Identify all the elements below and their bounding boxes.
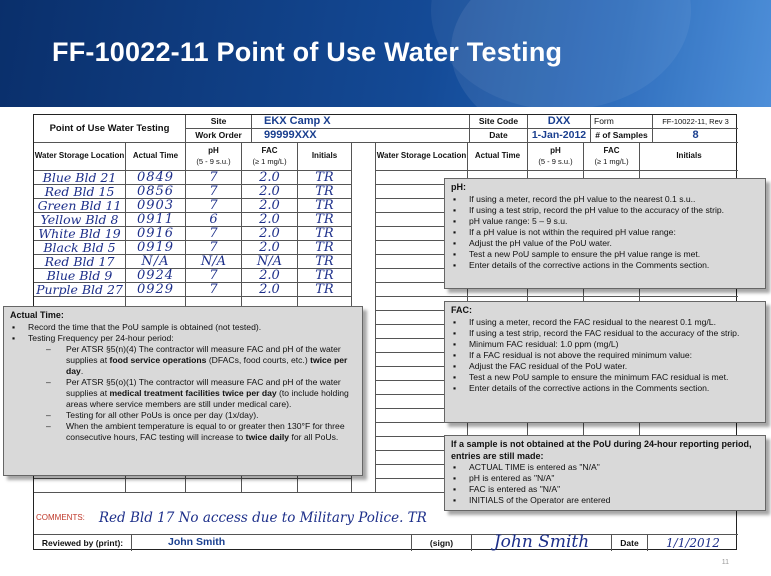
table-cell-time[interactable] <box>126 171 186 185</box>
table-cell-location[interactable] <box>34 269 126 283</box>
table-cell-fac[interactable] <box>242 185 298 199</box>
frequency-rule-temperature: – When the ambient temperature is equal to or greater then 130°F for three consecutive hours, FAC testing will increase to twice daily for all PoUs. <box>10 421 356 443</box>
table-cell-initials[interactable] <box>298 185 352 199</box>
table-cell-value: Blue Bld 9 <box>46 267 113 283</box>
column-header-label: Water Storage Location <box>34 151 125 161</box>
column-header-ph <box>186 143 242 171</box>
table-cell-initials[interactable] <box>298 227 352 241</box>
date-value[interactable]: 1-Jan-2012 <box>528 129 591 143</box>
table-cell-value: TR <box>315 253 334 269</box>
fac-callout <box>444 301 766 423</box>
frequency-rule-medical: – Per ATSR §5(o)(1) The contractor will measure FAC and pH of the water supplies at medical treatment facilities twice per day (to include holding areas where service members are still under medical care). <box>10 377 356 410</box>
column-header-label: Actual Time <box>474 151 521 161</box>
table-cell-fac[interactable] <box>242 199 298 213</box>
samples-value[interactable]: 8 <box>653 129 738 143</box>
table-cell-value: TR <box>315 281 334 297</box>
column-header-label: FAC <box>603 146 620 156</box>
table-cell-location[interactable] <box>34 185 126 199</box>
column-header-time <box>126 143 186 171</box>
table-cell-time[interactable] <box>126 199 186 213</box>
table-cell-value: 2.0 <box>259 281 280 297</box>
table-cell-location[interactable] <box>34 171 126 185</box>
ph-callout-item: ▪ Enter details of the corrective actions in the Comments section. <box>451 260 759 271</box>
column-header-label: pH <box>208 146 219 156</box>
site-label: Site <box>186 115 252 129</box>
table-cell-location[interactable] <box>34 255 126 269</box>
table-cell-fac[interactable] <box>242 479 298 493</box>
column-header-range: (5 - 9 s.u.) <box>196 156 231 166</box>
work-order-value[interactable]: 99999XXX <box>252 129 470 143</box>
table-cell-value: Purple Bld 27 <box>36 281 123 297</box>
column-header-label: Initials <box>311 151 338 161</box>
table-cell-ph[interactable] <box>186 269 242 283</box>
not-obtained-callout-item: ▪ FAC is entered as "N/A" <box>451 484 759 495</box>
column-header-ph <box>528 143 584 171</box>
table-cell-time[interactable] <box>126 185 186 199</box>
table-cell-ph[interactable] <box>186 255 242 269</box>
table-cell-value: 0856 <box>136 183 175 199</box>
actual-time-callout-item: ▪ Testing Frequency per 24-hour period: <box>10 333 356 344</box>
form-title: Point of Use Water Testing <box>34 115 186 143</box>
table-cell-value: 0911 <box>136 211 175 227</box>
table-cell-time[interactable] <box>126 283 186 297</box>
table-cell-value: Red Bld 17 <box>44 253 115 269</box>
slide-title: FF-10022-11 Point of Use Water Testing <box>52 37 563 67</box>
column-header-range: (5 - 9 s.u.) <box>538 156 573 166</box>
table-cell-value: 7 <box>209 169 218 185</box>
site-code-label: Site Code <box>470 115 528 129</box>
ph-callout <box>444 178 766 289</box>
not-obtained-callout-item: ▪ ACTUAL TIME is entered as "N/A" <box>451 462 759 473</box>
table-cell-time[interactable] <box>126 227 186 241</box>
table-cell-value: 0916 <box>136 225 175 241</box>
reviewed-by-label: Reviewed by (print): <box>34 535 132 551</box>
fac-callout-item: ▪ Minimum FAC residual: 1.0 ppm (mg/L) <box>451 339 759 350</box>
actual-time-callout <box>3 306 363 476</box>
table-cell-value: Red Bld 15 <box>44 183 115 199</box>
table-cell-time[interactable] <box>126 269 186 283</box>
table-cell-initials[interactable] <box>298 255 352 269</box>
table-cell-ph[interactable] <box>186 199 242 213</box>
date-label: Date <box>470 129 528 143</box>
table-cell-location[interactable] <box>34 213 126 227</box>
table-cell-value: 7 <box>209 267 218 283</box>
not-obtained-callout-item: ▪ pH is entered as "N/A" <box>451 473 759 484</box>
table-cell-value: 0924 <box>136 267 175 283</box>
table-cell-value: 7 <box>209 183 218 199</box>
ph-callout-title: pH: <box>451 182 466 192</box>
table-cell-value: Green Bld 11 <box>37 197 122 213</box>
table-cell-value: TR <box>315 267 334 283</box>
work-order-label: Work Order <box>186 129 252 143</box>
table-cell-value: 2.0 <box>259 239 280 255</box>
table-cell-initials[interactable] <box>298 171 352 185</box>
not-obtained-callout <box>444 435 766 511</box>
table-cell-value: 7 <box>209 281 218 297</box>
table-cell-value: TR <box>315 225 334 241</box>
table-cell-ph[interactable] <box>186 171 242 185</box>
column-header-label: FAC <box>261 146 278 156</box>
table-cell-value: 0919 <box>136 239 175 255</box>
table-cell-value: 2.0 <box>259 169 280 185</box>
column-header-fac <box>584 143 640 171</box>
table-cell-ph[interactable] <box>186 185 242 199</box>
fac-callout-item: ▪ Enter details of the corrective actions in the Comments section. <box>451 383 759 394</box>
form-label: Form <box>591 115 653 129</box>
table-cell-value: N/A <box>256 253 283 269</box>
column-header-fac <box>242 143 298 171</box>
table-cell-initials[interactable] <box>298 241 352 255</box>
table-cell-initials[interactable] <box>298 213 352 227</box>
actual-time-callout-title: Actual Time: <box>10 310 64 320</box>
fac-callout-item: ▪ If using a test strip, record the FAC residual to the accuracy of the strip. <box>451 328 759 339</box>
frequency-rule-food-service: – Per ATSR §5(n)(4) The contractor will measure FAC and pH of the water supplies at food service operations (DFACs, food courts, etc.) twice per day. <box>10 344 356 377</box>
column-header-label: Actual Time <box>132 151 179 161</box>
table-cell-value: 2.0 <box>259 225 280 241</box>
table-cell-fac[interactable] <box>242 241 298 255</box>
frequency-rule-other: – Testing for all other PoUs is once per day (1x/day). <box>10 410 356 421</box>
table-cell-value: Yellow Bld 8 <box>40 211 119 227</box>
table-cell-value: 0849 <box>136 169 175 185</box>
site-value[interactable]: EKX Camp X <box>252 115 470 129</box>
table-cell-value: N/A <box>200 253 227 269</box>
comments-value[interactable]: Red Bld 17 No access due to Military Police. TR <box>98 510 427 527</box>
ph-callout-item: ▪ pH value range: 5 – 9 s.u. <box>451 216 759 227</box>
table-cell-location[interactable] <box>34 479 126 493</box>
table-cell-value: 6 <box>209 211 218 227</box>
table-cell-value: Blue Bld 21 <box>42 169 117 185</box>
table-cell-value: TR <box>315 169 334 185</box>
footer-date-label: Date <box>612 535 648 551</box>
table-cell-fac[interactable] <box>242 255 298 269</box>
table-cell-initials[interactable] <box>298 479 352 493</box>
table-cell-value: N/A <box>141 253 170 269</box>
column-header-range: (≥ 1 mg/L) <box>594 156 629 166</box>
samples-label: # of Samples <box>591 129 653 143</box>
column-header-label: Initials <box>676 151 702 161</box>
table-cell-time[interactable] <box>126 255 186 269</box>
signature: John Smith <box>472 535 612 551</box>
table-cell-time[interactable] <box>126 213 186 227</box>
column-header-range: (≥ 1 mg/L) <box>252 156 287 166</box>
table-cell-initials[interactable] <box>298 199 352 213</box>
table-cell-location[interactable] <box>34 199 126 213</box>
comments-label: COMMENTS: <box>36 513 85 523</box>
slide-header <box>0 0 771 107</box>
table-cell-value: White Bld 19 <box>38 225 121 241</box>
fac-callout-title: FAC: <box>451 305 472 315</box>
column-header-label: pH <box>550 146 561 156</box>
table-cell-value: 2.0 <box>259 197 280 213</box>
ph-callout-item: ▪ If using a test strip, record the pH value to the accuracy of the strip. <box>451 205 759 216</box>
fac-callout-item: ▪ Test a new PoU sample to ensure the minimum FAC residual is met. <box>451 372 759 383</box>
table-cell-initials[interactable] <box>298 269 352 283</box>
table-cell-ph[interactable] <box>186 479 242 493</box>
table-cell-value: TR <box>315 211 334 227</box>
not-obtained-callout-title: If a sample is not obtained at the PoU during 24-hour reporting period, entries are still made: <box>451 439 752 461</box>
table-cell-fac[interactable] <box>242 227 298 241</box>
column-header-initials <box>640 143 738 171</box>
site-code-value[interactable]: DXX <box>528 115 591 129</box>
ph-callout-item: ▪ If using a meter, record the pH value to the nearest 0.1 s.u.. <box>451 194 759 205</box>
table-cell-fac[interactable] <box>242 213 298 227</box>
column-header-location <box>376 143 468 171</box>
table-cell-value: TR <box>315 197 334 213</box>
table-cell-location[interactable] <box>34 283 126 297</box>
column-header-location <box>34 143 126 171</box>
table-cell-ph[interactable] <box>186 241 242 255</box>
table-cell-ph[interactable] <box>186 283 242 297</box>
table-cell-value: Black Bld 5 <box>43 239 116 255</box>
table-cell-ph[interactable] <box>186 227 242 241</box>
reviewed-by-value[interactable]: John Smith <box>132 535 412 551</box>
column-header-label: Water Storage Location <box>376 151 467 161</box>
fac-callout-item: ▪ Adjust the FAC residual of the PoU water. <box>451 361 759 372</box>
table-cell-value: 2.0 <box>259 267 280 283</box>
column-header-initials <box>298 143 352 171</box>
table-cell-fac[interactable] <box>242 171 298 185</box>
page-number: 11 <box>721 559 729 566</box>
sign-label: (sign) <box>412 535 472 551</box>
table-cell-time[interactable] <box>126 241 186 255</box>
table-cell-value: 7 <box>209 225 218 241</box>
fac-callout-item: ▪ If a FAC residual is not above the required minimum value: <box>451 350 759 361</box>
fac-callout-item: ▪ If using a meter, record the FAC residual to the nearest 0.1 mg/L. <box>451 317 759 328</box>
ph-callout-item: ▪ Test a new PoU sample to ensure the pH value range is met. <box>451 249 759 260</box>
table-cell-value: 7 <box>209 239 218 255</box>
table-cell-time[interactable] <box>126 479 186 493</box>
ph-callout-item: ▪ If a pH value is not within the required pH value range: <box>451 227 759 238</box>
not-obtained-callout-item: ▪ INITIALS of the Operator are entered <box>451 495 759 506</box>
table-cell-ph[interactable] <box>186 213 242 227</box>
table-cell-location[interactable] <box>34 241 126 255</box>
table-cell-value: 2.0 <box>259 211 280 227</box>
actual-time-callout-item: ▪ Record the time that the PoU sample is obtained (not tested). <box>10 322 356 333</box>
table-cell-value: TR <box>315 183 334 199</box>
table-cell-location[interactable] <box>34 227 126 241</box>
table-cell-value: 0929 <box>136 281 175 297</box>
table-cell-value: 2.0 <box>259 183 280 199</box>
footer-date-value[interactable]: 1/1/2012 <box>666 535 720 550</box>
table-cell-value: 7 <box>209 197 218 213</box>
table-cell-fac[interactable] <box>242 283 298 297</box>
table-cell-value: TR <box>315 239 334 255</box>
form-number-value: FF-10022-11, Rev 3 <box>653 115 738 129</box>
ph-callout-item: ▪ Adjust the pH value of the PoU water. <box>451 238 759 249</box>
table-cell-fac[interactable] <box>242 269 298 283</box>
table-cell-value: 0903 <box>136 197 175 213</box>
table-cell-initials[interactable] <box>298 283 352 297</box>
column-header-time <box>468 143 528 171</box>
